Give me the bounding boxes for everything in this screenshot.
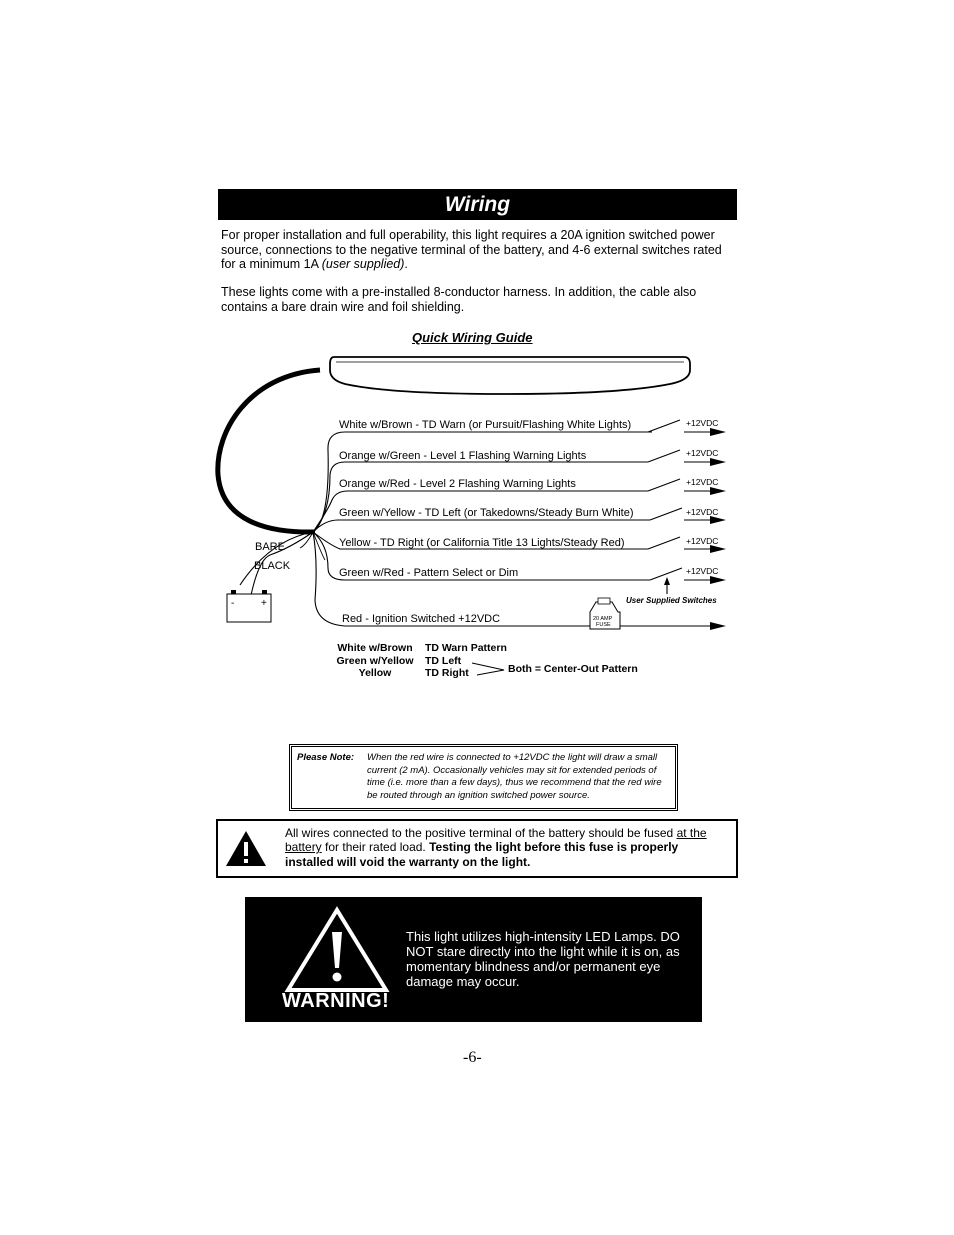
legend-left-1: White w/Brown xyxy=(337,642,413,654)
wire-label-1: White w/Brown - TD Warn (or Pursuit/Flashing White Lights) xyxy=(339,419,632,431)
arrow-red xyxy=(710,622,726,630)
page-title: Wiring xyxy=(444,192,511,216)
voltage-5: +12VDC xyxy=(686,536,719,546)
switches-label: User Supplied Switches xyxy=(626,596,717,605)
pointer-arrow xyxy=(664,577,670,585)
wire-label-4: Green w/Yellow - TD Left (or Takedowns/Steady Burn White) xyxy=(339,507,634,519)
voltage-2: +12VDC xyxy=(686,448,719,458)
legend-right-3: TD Right xyxy=(425,667,469,679)
bare-label: BARE xyxy=(255,541,285,553)
legend-right-2: TD Left xyxy=(425,654,462,667)
arrow-5 xyxy=(710,545,726,553)
legend-left xyxy=(330,642,420,680)
warning-triangle-icon xyxy=(284,906,390,992)
warning-label: WARNING! xyxy=(282,990,390,1012)
arrow-1 xyxy=(710,428,726,436)
arrow-2 xyxy=(710,458,726,466)
wire-label-3: Orange w/Red - Level 2 Flashing Warning Lights xyxy=(339,478,576,490)
wire-label-red: Red - Ignition Switched +12VDC xyxy=(342,613,501,625)
arrow-4 xyxy=(710,516,726,524)
wire-label-2: Orange w/Green - Level 1 Flashing Warning Lights xyxy=(339,450,587,462)
switch-1 xyxy=(648,420,680,432)
switch-6 xyxy=(650,568,682,580)
guide-title: Quick Wiring Guide xyxy=(412,330,533,345)
wire-label-5: Yellow - TD Right (or California Title 13 Lights/Steady Red) xyxy=(339,537,625,549)
black-label: BLACK xyxy=(254,560,291,572)
wire-fan-bare xyxy=(240,532,313,585)
arrow-6 xyxy=(710,576,726,584)
wire-fan-4 xyxy=(313,520,650,532)
voltage-3: +12VDC xyxy=(686,477,719,487)
voltage-4: +12VDC xyxy=(686,507,719,517)
fuse-label-1: 20 AMP xyxy=(593,616,613,622)
harness-cable xyxy=(218,370,320,532)
switch-5 xyxy=(648,537,680,549)
wire-label-6: Green w/Red - Pattern Select or Dim xyxy=(339,567,519,579)
switch-4 xyxy=(650,508,682,520)
caution-icon xyxy=(225,830,267,867)
caution-text-1: All wires connected to the positive terminal of the battery should be fused xyxy=(285,826,677,840)
intro-paragraph-2: These lights come with a pre-installed 8-conductor harness. In addition, the cable also contains a bare drain wire and foil shielding. xyxy=(221,285,697,314)
voltage-6: +12VDC xyxy=(686,566,719,576)
legend-both: Both = Center-Out Pattern xyxy=(508,663,638,675)
intro-text: For proper installation and full operability, this light requires a 20A ignition switched power source, connections to the negative terminal of the battery, and 4-6 external switches rated for a minimum 1A xyxy=(221,228,722,272)
legend-left-3: Yellow xyxy=(358,667,392,679)
intro-italic: (user supplied) xyxy=(321,257,405,272)
battery-minus: - xyxy=(231,598,235,609)
legend-left-2: Green w/Yellow xyxy=(336,654,414,667)
legend-right-1: TD Warn Pattern xyxy=(425,642,507,654)
caution-text-bold: Testing the light before this fuse is properly installed will void the warranty on the light. xyxy=(285,840,679,869)
switch-3 xyxy=(648,479,680,491)
fuse-label-2: FUSE xyxy=(596,622,611,628)
note-text: When the red wire is connected to +12VDC the light will draw a small current (2 mA). Occasionally vehicles may sit for extended periods of time (i.e. more than a few days), thus we recommend that the red wire be routed through an ignition switched power source. xyxy=(367,752,662,801)
arrow-3 xyxy=(710,487,726,495)
wire-fan-2 xyxy=(313,462,648,532)
warning-text: This light utilizes high-intensity LED Lamps. DO NOT stare directly into the light while it is on, as momentary blindness and/or permanent eye damage may occur. xyxy=(406,929,680,989)
note-label: Please Note: xyxy=(297,752,355,763)
switch-2 xyxy=(648,450,680,462)
page-number: -6- xyxy=(463,1049,482,1066)
caution-text-2: for their rated load. xyxy=(321,840,430,855)
legend-right xyxy=(425,642,507,680)
caution-text xyxy=(285,826,730,869)
light-bar xyxy=(330,357,690,394)
caution-text-underline: at the battery xyxy=(285,826,707,855)
battery-plus: + xyxy=(261,598,267,609)
intro-end: . xyxy=(404,257,408,272)
voltage-1: +12VDC xyxy=(686,418,719,428)
